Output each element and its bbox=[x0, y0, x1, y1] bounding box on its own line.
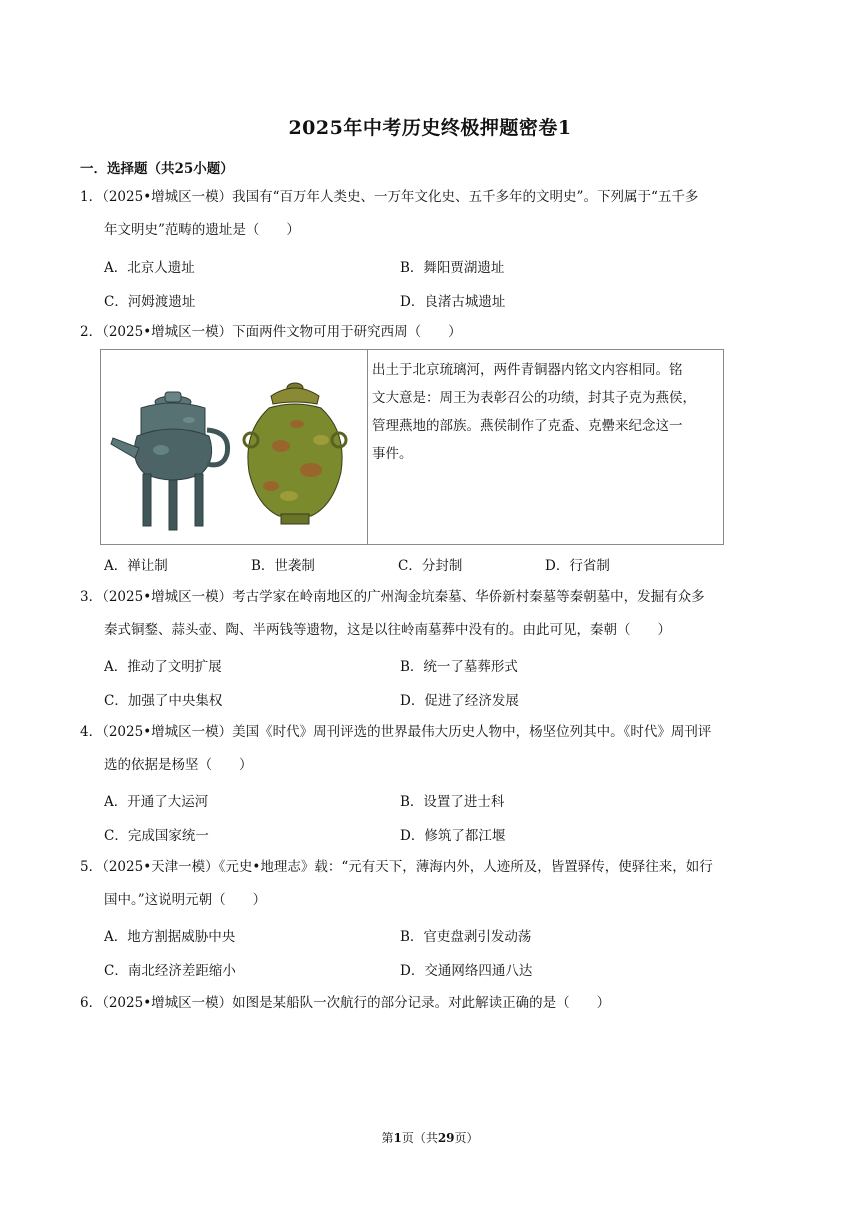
question-2 bbox=[80, 316, 782, 349]
option-d[interactable]: D．交通网络四通八达 bbox=[400, 963, 533, 979]
question-text: 秦式铜鍪、蒜头壶、陶、半两钱等遗物，这是以往岭南墓葬中没有的。由此可见，秦朝（ ） bbox=[104, 622, 671, 638]
option-b[interactable]: B．世袭制 bbox=[251, 558, 315, 574]
option-c[interactable]: C．加强了中央集权 bbox=[104, 693, 223, 709]
bronze-vessels-icon bbox=[101, 350, 367, 544]
description-line: 出土于北京琉璃河，两件青铜器内铭文内容相同。铭 bbox=[372, 362, 683, 378]
option-a[interactable]: A．地方割据威胁中央 bbox=[104, 929, 236, 945]
description-line: 管理燕地的部族。燕侯制作了克盉、克罍来纪念这一 bbox=[372, 418, 683, 434]
footer-mid: 页（共 bbox=[401, 1131, 438, 1145]
option-d[interactable]: D．修筑了都江堰 bbox=[400, 828, 506, 844]
question-2-options bbox=[104, 549, 784, 579]
footer-prefix: 第 bbox=[381, 1131, 394, 1145]
question-text: 2．（2025•增城区一模）下面两件文物可用于研究西周（ ） bbox=[80, 324, 462, 340]
option-a[interactable]: A．北京人遗址 bbox=[104, 260, 195, 276]
option-a[interactable]: A．开通了大运河 bbox=[104, 794, 209, 810]
question-text: 4．（2025•增城区一模）美国《时代》周刊评选的世界最伟大历史人物中，杨坚位列其中。《时代》周刊评 bbox=[80, 724, 712, 740]
option-a[interactable]: A．推动了文明扩展 bbox=[104, 659, 222, 675]
page-number: 1 bbox=[393, 1131, 402, 1145]
option-c[interactable]: C．完成国家统一 bbox=[104, 828, 209, 844]
footer-suffix: 页） bbox=[454, 1131, 479, 1145]
question-text: 选的依据是杨坚（ ） bbox=[104, 757, 253, 773]
question-3 bbox=[80, 581, 782, 647]
question-text: 3．（2025•增城区一模）考古学家在岭南地区的广州淘金坑秦墓、华侨新村秦墓等秦朝墓中，发掘有众多 bbox=[80, 589, 705, 605]
option-d[interactable]: D．良渚古城遗址 bbox=[400, 294, 506, 310]
option-d[interactable]: D．行省制 bbox=[545, 558, 610, 574]
question-text: 5．（2025•天津一模）《元史•地理志》载：“元有天下，薄海内外，人迹所及，皆置驿传，使驿往来，如行 bbox=[80, 859, 713, 875]
question-3-options bbox=[104, 648, 784, 716]
question-text: 1．（2025•增城区一模）我国有“百万年人类史、一万年文化史、五千多年的文明史”。下列属于“五千多 bbox=[80, 189, 699, 205]
section-heading: 一．选择题（共25小题） bbox=[80, 161, 234, 177]
artifact-description bbox=[368, 350, 723, 544]
question-text: 6．（2025•增城区一模）如图是某船队一次航行的部分记录。对此解读正确的是（ ） bbox=[80, 995, 611, 1011]
page-total: 29 bbox=[437, 1131, 455, 1145]
description-line: 事件。 bbox=[372, 446, 413, 462]
option-b[interactable]: B．官吏盘剥引发动荡 bbox=[400, 929, 532, 945]
question-5-options bbox=[104, 918, 784, 986]
page-title: 2025年中考历史终极押题密卷1 bbox=[288, 117, 572, 139]
question-text: 国中。”这说明元朝（ ） bbox=[104, 892, 267, 908]
question-4-options bbox=[104, 783, 784, 851]
option-a[interactable]: A．禅让制 bbox=[104, 558, 168, 574]
option-b[interactable]: B．舞阳贾湖遗址 bbox=[400, 260, 505, 276]
question-4 bbox=[80, 716, 782, 782]
bronze-artifacts-image bbox=[101, 350, 368, 544]
question-1 bbox=[80, 181, 782, 247]
page-footer bbox=[0, 1129, 860, 1146]
option-b[interactable]: B．统一了墓葬形式 bbox=[400, 659, 518, 675]
option-d[interactable]: D．促进了经济发展 bbox=[400, 693, 519, 709]
question-6 bbox=[80, 987, 782, 1020]
option-b[interactable]: B．设置了进士科 bbox=[400, 794, 505, 810]
description-line: 文大意是：周王为表彰召公的功绩，封其子克为燕侯， bbox=[372, 390, 696, 406]
artifact-figure bbox=[100, 349, 724, 545]
question-1-options bbox=[104, 249, 784, 317]
question-5 bbox=[80, 851, 782, 917]
option-c[interactable]: C．分封制 bbox=[398, 558, 463, 574]
question-text: 年文明史”范畴的遗址是（ ） bbox=[104, 222, 300, 238]
option-c[interactable]: C．南北经济差距缩小 bbox=[104, 963, 236, 979]
option-c[interactable]: C．河姆渡遗址 bbox=[104, 294, 196, 310]
